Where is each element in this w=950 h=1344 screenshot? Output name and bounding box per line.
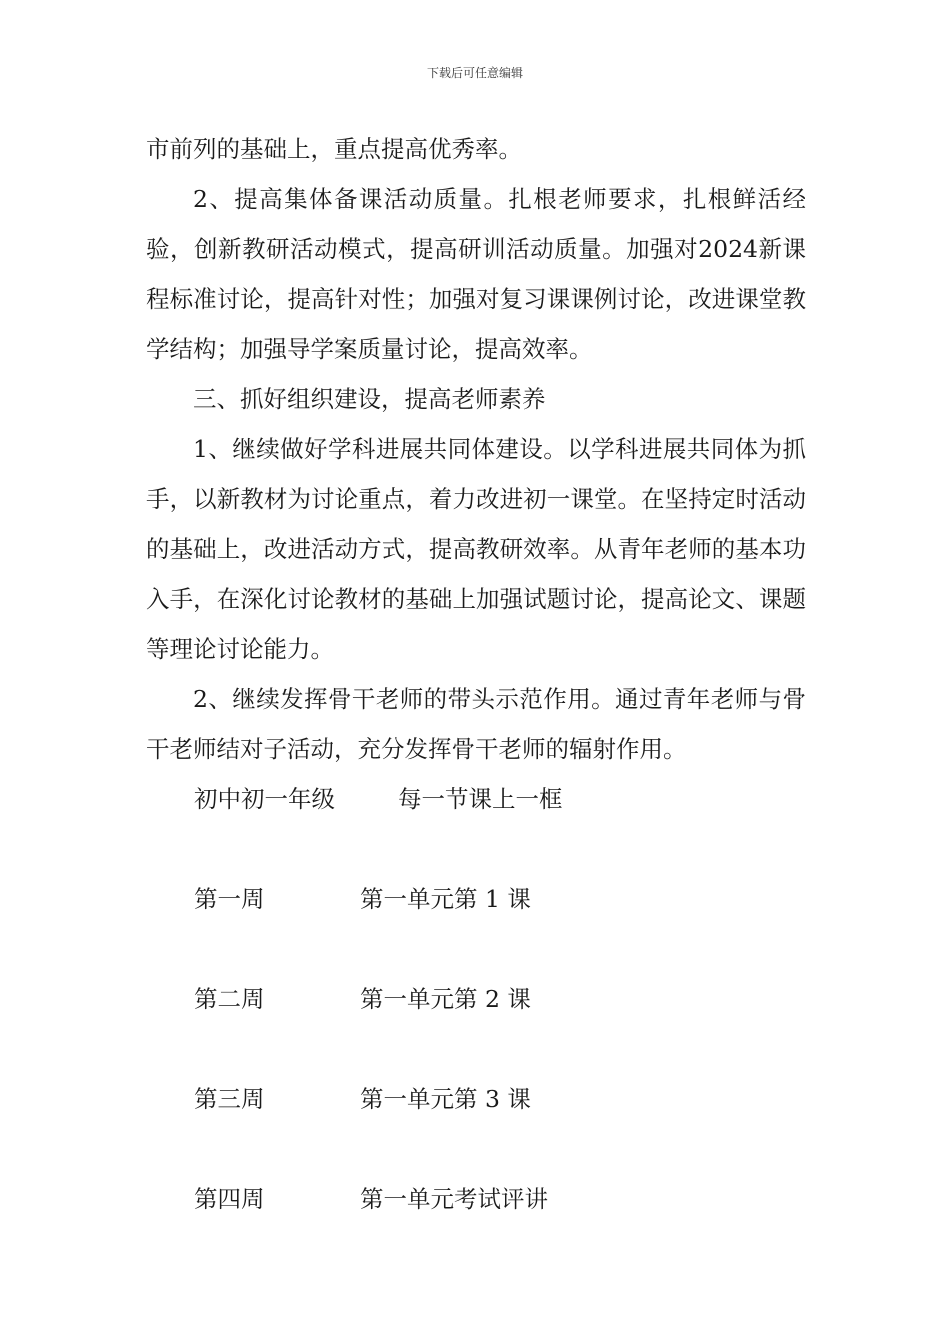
- paragraph-continuation: 市前列的基础上，重点提高优秀率。: [146, 135, 522, 163]
- week-content: 第一单元考试评讲: [360, 1185, 548, 1213]
- week-content: 第一单元第 1 课: [360, 885, 531, 913]
- week-content: 第一单元第 3 课: [360, 1085, 531, 1113]
- schedule-row: [146, 1074, 806, 1124]
- week-label: 第一周: [194, 885, 265, 913]
- week-label: 第四周: [194, 1185, 265, 1213]
- section-heading-organization: 三、抓好组织建设，提高老师素养: [193, 385, 546, 413]
- schedule-row: [146, 974, 806, 1024]
- spacer: [146, 1124, 806, 1174]
- schedule-note: 每一节课上一框: [398, 785, 563, 813]
- schedule-row: [146, 1174, 806, 1224]
- page-header: 下载后可任意编辑: [426, 66, 523, 80]
- spacer: [146, 924, 806, 974]
- document-body: [146, 124, 806, 1224]
- spacer: [146, 824, 806, 874]
- week-label: 第二周: [194, 985, 265, 1013]
- week-label: 第三周: [194, 1085, 265, 1113]
- paragraph-backbone-teachers: 2、继续发挥骨干老师的带头示范作用。通过青年老师与骨干老师结对子活动，充分发挥骨干老师的辐射作用。: [146, 685, 806, 763]
- paragraph-collective-lesson-prep: 2、提高集体备课活动质量。扎根老师要求，扎根鲜活经验，创新教研活动模式，提高研训活动质量。加强对2024新课程标准讨论，提高针对性；加强对复习课课例讨论，改进课堂教学结构；加强导学案质量讨论，提高效率。: [146, 185, 806, 363]
- week-content: 第一单元第 2 课: [360, 985, 531, 1013]
- paragraph-subject-community: 1、继续做好学科进展共同体建设。以学科进展共同体为抓手，以新教材为讨论重点，着力改进初一课堂。在坚持定时活动的基础上，改进活动方式，提高教研效率。从青年老师的基本功入手，在深化讨论教材的基础上加强试题讨论，提高论文、课题等理论讨论能力。: [146, 435, 806, 663]
- schedule-header-row: [146, 774, 806, 824]
- grade-label: 初中初一年级: [194, 785, 335, 813]
- spacer: [146, 1024, 806, 1074]
- schedule-row: [146, 874, 806, 924]
